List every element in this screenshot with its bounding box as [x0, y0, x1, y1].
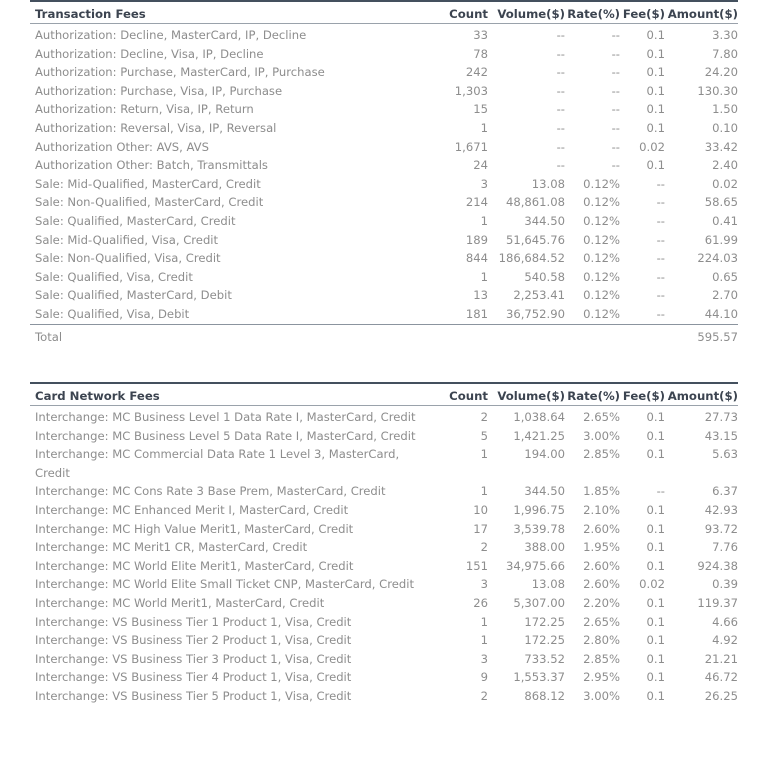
cell-rate: 3.00% — [583, 428, 620, 443]
cell-amount: 0.65 — [712, 269, 738, 284]
cell-volume: 51,645.76 — [505, 232, 565, 247]
cell-amount: 924.38 — [697, 558, 738, 573]
cell-count: 78 — [473, 46, 488, 61]
table-row — [30, 45, 738, 64]
total-amount: 595.57 — [665, 324, 738, 346]
cell-fee: 0.1 — [646, 428, 665, 443]
cell-amount: 3.30 — [712, 28, 738, 42]
fee-description: Interchange: VS Business Tier 1 Product 1, Visa, Credit — [35, 614, 352, 629]
total-rate — [565, 324, 620, 346]
cell-amount: 224.03 — [697, 251, 738, 266]
column-header-rate: Rate(%) — [565, 1, 620, 24]
total-count — [435, 324, 488, 346]
table-row — [30, 249, 738, 268]
cell-count: 151 — [465, 558, 488, 573]
table-row — [30, 193, 738, 212]
fee-description: Authorization: Return, Visa, IP, Return — [35, 102, 254, 117]
cell-rate: 2.60% — [583, 558, 620, 573]
cell-amount: 2.40 — [712, 158, 738, 173]
table-row — [30, 668, 738, 687]
column-header-amount: Amount($) — [665, 383, 738, 406]
fee-description: Interchange: MC Business Level 1 Data Rate I, MasterCard, Credit — [35, 410, 416, 425]
cell-amount: 24.20 — [704, 65, 738, 80]
fee-table — [30, 0, 738, 346]
cell-volume: 1,038.64 — [513, 410, 565, 425]
fee-description: Sale: Qualified, MasterCard, Debit — [35, 288, 232, 303]
cell-fee: -- — [656, 251, 665, 266]
cell-count: 3 — [480, 176, 488, 191]
table-total-row — [30, 324, 738, 346]
fee-description: Interchange: VS Business Tier 5 Product 1, Visa, Credit — [35, 689, 352, 703]
cell-amount: 0.39 — [712, 577, 738, 592]
cell-fee: -- — [656, 176, 665, 191]
table-title: Transaction Fees — [30, 1, 435, 24]
cell-count: 1 — [480, 120, 488, 135]
fee-description: Authorization: Reversal, Visa, IP, Reversal — [35, 120, 277, 135]
cell-fee: 0.1 — [646, 102, 665, 117]
fee-description: Authorization: Purchase, Visa, IP, Purchase — [35, 83, 283, 98]
cell-amount: 58.65 — [704, 195, 738, 210]
cell-volume: 388.00 — [524, 540, 565, 555]
fee-description: Sale: Non-Qualified, MasterCard, Credit — [35, 195, 264, 210]
cell-rate: 2.80% — [583, 633, 620, 648]
cell-amount: 0.41 — [712, 213, 738, 228]
cell-amount: 119.37 — [697, 596, 738, 611]
table-row — [30, 501, 738, 520]
cell-count: 9 — [480, 670, 488, 685]
cell-rate: 2.20% — [583, 596, 620, 611]
fee-description: Sale: Qualified, Visa, Debit — [35, 306, 190, 321]
cell-amount: 43.15 — [704, 428, 738, 443]
table-row — [30, 613, 738, 632]
table-row — [30, 119, 738, 138]
column-header-count: Count — [435, 383, 488, 406]
cell-amount: 4.92 — [712, 633, 738, 648]
cell-fee: 0.1 — [646, 633, 665, 648]
table-row — [30, 100, 738, 119]
cell-rate: -- — [611, 65, 620, 80]
table-row — [30, 156, 738, 175]
cell-volume: 733.52 — [524, 651, 565, 666]
cell-amount: 0.02 — [712, 176, 738, 191]
cell-rate: 0.12% — [583, 213, 620, 228]
cell-count: 1 — [480, 213, 488, 228]
cell-count: 1 — [480, 484, 488, 499]
fee-description: Authorization Other: Batch, Transmittals — [35, 158, 268, 173]
cell-fee: -- — [656, 213, 665, 228]
cell-fee: -- — [656, 288, 665, 303]
table-header-row — [30, 1, 738, 24]
cell-count: 2 — [480, 410, 488, 425]
cell-volume: 1,996.75 — [513, 503, 565, 518]
cell-amount: 1.50 — [712, 102, 738, 117]
cell-count: 3 — [480, 577, 488, 592]
cell-count: 26 — [473, 596, 488, 611]
fee-description: Sale: Mid-Qualified, Visa, Credit — [35, 232, 219, 247]
cell-count: 214 — [465, 195, 488, 210]
cell-count: 17 — [473, 521, 488, 536]
table-row — [30, 482, 738, 501]
cell-count: 24 — [473, 158, 488, 173]
cell-fee: 0.1 — [646, 558, 665, 573]
cell-volume: -- — [556, 158, 565, 173]
cell-volume: 172.25 — [524, 633, 565, 648]
table-row — [30, 687, 738, 706]
cell-count: 1,303 — [454, 83, 488, 98]
fee-description: Sale: Qualified, Visa, Credit — [35, 269, 193, 284]
fee-table-block — [30, 0, 738, 346]
cell-rate: 1.95% — [583, 540, 620, 555]
cell-amount: 130.30 — [697, 83, 738, 98]
table-row — [30, 305, 738, 324]
cell-volume: 1,421.25 — [513, 428, 565, 443]
cell-rate: -- — [611, 28, 620, 42]
table-row — [30, 406, 738, 427]
fee-description: Interchange: MC Enhanced Merit I, MasterCard, Credit — [35, 503, 349, 518]
cell-rate: 2.10% — [583, 503, 620, 518]
cell-volume: 186,684.52 — [498, 251, 565, 266]
fee-description: Interchange: VS Business Tier 3 Product 1, Visa, Credit — [35, 651, 352, 666]
cell-volume: -- — [556, 46, 565, 61]
cell-fee: 0.1 — [646, 689, 665, 703]
cell-fee: 0.1 — [646, 596, 665, 611]
cell-volume: 48,861.08 — [505, 195, 565, 210]
cell-volume: -- — [556, 139, 565, 154]
cell-fee: -- — [656, 484, 665, 499]
column-header-count: Count — [435, 1, 488, 24]
cell-count: 15 — [473, 102, 488, 117]
cell-amount: 42.93 — [704, 503, 738, 518]
fee-description: Interchange: MC World Merit1, MasterCard, Credit — [35, 596, 325, 611]
cell-fee: -- — [656, 306, 665, 321]
table-row — [30, 24, 738, 45]
cell-amount: 4.66 — [712, 614, 738, 629]
cell-fee: -- — [656, 232, 665, 247]
cell-volume: 540.58 — [524, 269, 565, 284]
cell-rate: -- — [611, 102, 620, 117]
cell-amount: 26.25 — [704, 689, 738, 703]
cell-fee: 0.1 — [646, 521, 665, 536]
cell-rate: 2.60% — [583, 521, 620, 536]
cell-fee: 0.1 — [646, 120, 665, 135]
fee-description: Interchange: VS Business Tier 4 Product 1, Visa, Credit — [35, 670, 352, 685]
cell-amount: 7.76 — [712, 540, 738, 555]
table-row — [30, 82, 738, 101]
cell-count: 1,671 — [454, 139, 488, 154]
cell-rate: 0.12% — [583, 232, 620, 247]
cell-amount: 21.21 — [704, 651, 738, 666]
cell-rate: -- — [611, 139, 620, 154]
table-title: Card Network Fees — [30, 383, 435, 406]
cell-volume: 2,253.41 — [513, 288, 565, 303]
cell-count: 1 — [480, 447, 488, 462]
cell-rate: 2.60% — [583, 577, 620, 592]
cell-count: 2 — [480, 689, 488, 703]
cell-amount: 5.63 — [712, 447, 738, 462]
cell-volume: -- — [556, 28, 565, 42]
cell-volume: -- — [556, 120, 565, 135]
cell-volume: 344.50 — [524, 213, 565, 228]
cell-rate: -- — [611, 120, 620, 135]
cell-fee: 0.1 — [646, 46, 665, 61]
cell-volume: -- — [556, 65, 565, 80]
cell-count: 844 — [465, 251, 488, 266]
cell-fee: 0.1 — [646, 83, 665, 98]
cell-fee: 0.02 — [639, 139, 665, 154]
cell-rate: 1.85% — [583, 484, 620, 499]
cell-fee: 0.1 — [646, 651, 665, 666]
total-label: Total — [30, 324, 435, 346]
cell-volume: 13.08 — [531, 176, 565, 191]
cell-count: 1 — [480, 614, 488, 629]
cell-count: 181 — [465, 306, 488, 321]
cell-count: 1 — [480, 633, 488, 648]
cell-rate: -- — [611, 83, 620, 98]
column-header-fee: Fee($) — [620, 383, 665, 406]
cell-amount: 27.73 — [704, 410, 738, 425]
cell-volume: 5,307.00 — [513, 596, 565, 611]
cell-fee: 0.1 — [646, 158, 665, 173]
fee-description: Authorization: Purchase, MasterCard, IP, Purchase — [35, 65, 325, 80]
table-header-row — [30, 383, 738, 406]
total-volume — [488, 324, 565, 346]
cell-amount: 7.80 — [712, 46, 738, 61]
cell-rate: 0.12% — [583, 176, 620, 191]
cell-fee: -- — [656, 269, 665, 284]
table-row — [30, 175, 738, 194]
fee-description: Authorization: Decline, Visa, IP, Decline — [35, 46, 264, 61]
cell-volume: 34,975.66 — [505, 558, 565, 573]
fee-description: Interchange: MC Cons Rate 3 Base Prem, MasterCard, Credit — [35, 484, 386, 499]
cell-rate: -- — [611, 46, 620, 61]
column-header-volume: Volume($) — [488, 383, 565, 406]
table-row — [30, 538, 738, 557]
cell-rate: -- — [611, 158, 620, 173]
column-header-fee: Fee($) — [620, 1, 665, 24]
total-fee — [620, 324, 665, 346]
cell-count: 1 — [480, 269, 488, 284]
table-row — [30, 286, 738, 305]
table-row — [30, 594, 738, 613]
cell-count: 10 — [473, 503, 488, 518]
cell-rate: 0.12% — [583, 288, 620, 303]
fee-description: Interchange: MC Merit1 CR, MasterCard, Credit — [35, 540, 308, 555]
cell-volume: 172.25 — [524, 614, 565, 629]
cell-rate: 2.85% — [583, 447, 620, 462]
table-row — [30, 231, 738, 250]
fee-description: Interchange: MC High Value Merit1, MasterCard, Credit — [35, 521, 354, 536]
cell-fee: 0.1 — [646, 670, 665, 685]
cell-volume: 194.00 — [524, 447, 565, 462]
cell-count: 33 — [473, 28, 488, 42]
cell-volume: 868.12 — [524, 689, 565, 703]
cell-fee: 0.1 — [646, 447, 665, 462]
fee-description: Interchange: MC Business Level 5 Data Rate I, MasterCard, Credit — [35, 428, 416, 443]
fee-description: Sale: Mid-Qualified, MasterCard, Credit — [35, 176, 261, 191]
cell-volume: 13.08 — [531, 577, 565, 592]
fee-description: Authorization: Decline, MasterCard, IP, Decline — [35, 28, 307, 42]
cell-rate: 2.65% — [583, 410, 620, 425]
table-row — [30, 631, 738, 650]
fee-description: Authorization Other: AVS, AVS — [35, 139, 209, 154]
cell-volume: -- — [556, 102, 565, 117]
cell-rate: 2.85% — [583, 651, 620, 666]
table-row — [30, 557, 738, 576]
cell-fee: 0.02 — [639, 577, 665, 592]
cell-fee: 0.1 — [646, 410, 665, 425]
fee-description: Interchange: MC Commercial Data Rate 1 Level 3, MasterCard, Credit — [35, 447, 400, 480]
cell-rate: 0.12% — [583, 306, 620, 321]
cell-rate: 0.12% — [583, 269, 620, 284]
table-row — [30, 650, 738, 669]
cell-fee: 0.1 — [646, 540, 665, 555]
cell-fee: -- — [656, 195, 665, 210]
cell-fee: 0.1 — [646, 503, 665, 518]
cell-volume: -- — [556, 83, 565, 98]
cell-amount: 44.10 — [704, 306, 738, 321]
table-row — [30, 268, 738, 287]
cell-count: 13 — [473, 288, 488, 303]
table-row — [30, 445, 738, 482]
cell-volume: 1,553.37 — [513, 670, 565, 685]
cell-volume: 36,752.90 — [505, 306, 565, 321]
table-row — [30, 63, 738, 82]
cell-rate: 0.12% — [583, 251, 620, 266]
cell-amount: 61.99 — [704, 232, 738, 247]
cell-volume: 344.50 — [524, 484, 565, 499]
cell-amount: 2.70 — [712, 288, 738, 303]
fee-description: Interchange: MC World Elite Small Ticket CNP, MasterCard, Credit — [35, 577, 414, 592]
cell-rate: 3.00% — [583, 689, 620, 703]
fee-description: Interchange: MC World Elite Merit1, MasterCard, Credit — [35, 558, 354, 573]
table-row — [30, 212, 738, 231]
cell-amount: 0.10 — [712, 120, 738, 135]
table-row — [30, 520, 738, 539]
cell-amount: 6.37 — [712, 484, 738, 499]
fee-table — [30, 382, 738, 706]
cell-fee: 0.1 — [646, 614, 665, 629]
table-row — [30, 427, 738, 446]
cell-count: 5 — [480, 428, 488, 443]
cell-fee: 0.1 — [646, 28, 665, 42]
fee-description: Sale: Non-Qualified, Visa, Credit — [35, 251, 221, 266]
cell-rate: 2.65% — [583, 614, 620, 629]
cell-count: 2 — [480, 540, 488, 555]
column-header-amount: Amount($) — [665, 1, 738, 24]
fee-description: Interchange: VS Business Tier 2 Product 1, Visa, Credit — [35, 633, 352, 648]
cell-rate: 2.95% — [583, 670, 620, 685]
cell-volume: 3,539.78 — [513, 521, 565, 536]
cell-amount: 93.72 — [704, 521, 738, 536]
table-row — [30, 575, 738, 594]
cell-fee: 0.1 — [646, 65, 665, 80]
fee-description: Sale: Qualified, MasterCard, Credit — [35, 213, 236, 228]
cell-rate: 0.12% — [583, 195, 620, 210]
cell-count: 189 — [465, 232, 488, 247]
cell-amount: 33.42 — [704, 139, 738, 154]
column-header-volume: Volume($) — [488, 1, 565, 24]
cell-count: 3 — [480, 651, 488, 666]
fee-table-block — [30, 382, 738, 706]
column-header-rate: Rate(%) — [565, 383, 620, 406]
cell-amount: 46.72 — [704, 670, 738, 685]
table-row — [30, 138, 738, 157]
cell-count: 242 — [465, 65, 488, 80]
